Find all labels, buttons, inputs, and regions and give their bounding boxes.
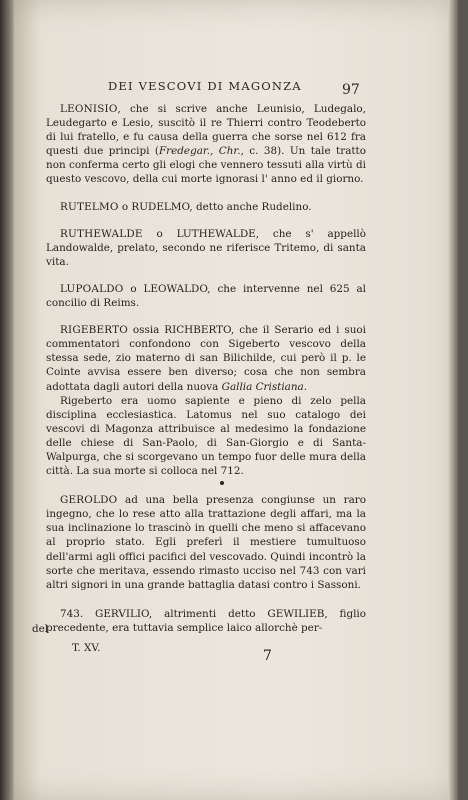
entry-text: , che si scrive anche Leunisio, Ludegalo, Leudegarto e Lesio, suscitò il re Thierri contro Teodeberto di lui fratello, e fu causa della guerra che sorse nel 612 fra questi due principi ( [46,103,366,158]
entry-name: RUTHEWALDE [60,227,143,240]
volume-signature: T. XV. [72,642,101,654]
entry-text-tail: , c. 38). Un tale tratto non conferma certo gli elogi che vennero tessuti alla virtù di questo vescovo, della cui morte ignorasi l' anno ed il giorno. [46,145,366,186]
entry-text: 743. GERVILIO, altrimenti detto GEWILIEB, figlio precedente, era tuttavia semplice laico allorchè per- [46,607,366,634]
entry-name: LEONISIO [60,103,118,115]
entry-rigeberto-continued [46,394,366,479]
entry-leonisio [46,102,366,187]
entry-name: GEROLDO [60,494,118,507]
entry-lupoaldo [46,282,366,310]
running-head: DEI VESCOVI DI MAGONZA [108,79,302,93]
ink-speck [220,481,224,485]
entry-text: Rigeberto era uomo sapiente e pieno di zelo pella disciplina ecclesiastica. Latomus nel suo catalogo dei vescovi di Magonza attribuisce al medesimo la fondazione delle chiese di San-Paolo, di San-Giorgio e di Santa-Walpurga, che si scorgevano un tempo fuor delle mura della città. La sua morte si colloca nel 712. [46,394,366,478]
entry-text: o LUTHEWALDE, che s' appellò Landowalde, prelato, secondo ne riferisce Tritemo, di santa vita. [46,227,366,268]
entry-text: o LEOWALDO, che intervenne nel 625 al concilio di Reims. [46,282,366,310]
entry-rutelmo [46,200,366,214]
entry-geroldo [46,493,366,592]
page-edge [448,0,458,800]
citation-italic: Gallia Cristiana [221,380,304,393]
entry-ruthewalde [46,227,366,269]
entry-gervilio [46,607,366,635]
entry-text-tail: . [303,380,308,393]
page-number: 97 [342,82,360,98]
entry-rigeberto [46,323,366,393]
entry-text: ossia RICHBERTO, che il Serario ed i suoi commentatori confondono con Sigeberto vescovo della stessa sede, zio materno di san Bilichilde, cui però il p. le Cointe avvisa essere ben diverso; cosa che non sembra adottata dagli autori della nuova [46,324,366,393]
citation-italic: Fredegar., Chr. [158,145,241,158]
entry-name: RIGEBERTO [60,324,128,337]
signature-number: 7 [263,648,272,664]
page-body [46,102,366,635]
entry-text: o RUDELMO, detto anche Rudelino. [118,200,312,213]
entry-text: ad una bella presenza congiunse un raro ingegno, che lo rese atto alla trattazione degli affari, ma la sua inclinazione lo trascinò in quelli che meno si affacevano al proprio stato. Egli preferì il mestiere tumultuoso dell'armi agli offici pacifici del vescovado. Quindi incontrò la sorte che meritava, essendo rimasto ucciso nel 743 con vari altri signori in una grande battaglia datasi contro i Sassoni. [46,494,366,591]
entry-name: LUPOALDO [60,282,124,295]
margin-word: del [32,623,49,635]
entry-name: RUTELMO [60,200,119,213]
